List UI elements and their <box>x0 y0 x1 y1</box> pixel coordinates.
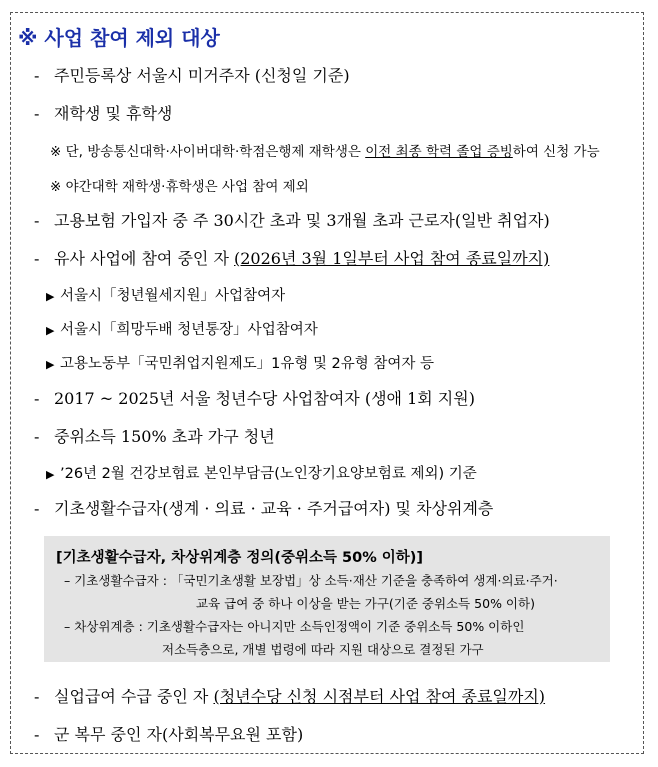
dash-marker: - <box>34 389 40 408</box>
item-text: 재학생 및 휴학생 <box>54 104 173 123</box>
item-income <box>34 424 275 447</box>
item-text: 군 복무 중인 자(사회복무요원 포함) <box>54 725 304 744</box>
subitem-text: ’26년 2월 건강보험료 본인부담금(노인장기요양보험료 제외) 기준 <box>60 466 477 482</box>
item-military <box>34 722 303 745</box>
item-prior-participant <box>34 386 475 409</box>
item-text: 유사 사업에 참여 중인 자 <box>54 249 234 268</box>
definition-line: – 기초생활수급자 : 「국민기초생활 보장법」상 소득·재산 기준을 충족하여 생계·의료·주거· <box>64 573 558 588</box>
dash-marker: - <box>34 427 40 446</box>
item-text: 기초생활수급자(생계 · 의료 · 교육 · 주거급여자) 및 차상위계층 <box>54 499 494 518</box>
note-text: ※ 단, 방송통신대학·사이버대학·학점은행제 재학생은 <box>50 144 366 160</box>
dash-marker: - <box>34 211 40 230</box>
note-underlined-text: 이전 최종 학력 졸업 증빙 <box>365 144 513 160</box>
note-night-university: ※ 야간대학 재학생·휴학생은 사업 참여 제외 <box>50 179 309 195</box>
item-resident <box>34 63 350 86</box>
definition-box-title: [기초생활수급자, 차상위계층 정의(중위소득 50% 이하)] <box>56 550 424 566</box>
item-text: 중위소득 150% 초과 가구 청년 <box>54 427 275 446</box>
definition-line: 교육 급여 중 하나 이상을 받는 가구(기준 중위소득 50% 이하) <box>196 596 535 611</box>
subitem-savings-account <box>46 318 318 339</box>
subitem-text: 서울시「청년월세지원」사업참여자 <box>60 288 286 304</box>
subitem-income-basis <box>46 462 477 483</box>
item-student <box>34 101 172 124</box>
dash-marker: - <box>34 104 40 123</box>
dash-marker: - <box>34 249 40 268</box>
dash-marker: - <box>34 687 40 706</box>
definition-line: 저소득층으로, 개별 법령에 따라 지원 대상으로 결정된 가구 <box>162 642 484 657</box>
subitem-rent-support <box>46 284 285 305</box>
section-title: ※ 사업 참여 제외 대상 <box>18 26 220 50</box>
triangle-bullet-icon: ▶ <box>46 290 55 303</box>
triangle-bullet-icon: ▶ <box>46 468 55 481</box>
item-employed <box>34 208 550 231</box>
triangle-bullet-icon: ▶ <box>46 358 55 371</box>
item-text: 주민등록상 서울시 미거주자 (신청일 기준) <box>54 66 350 85</box>
triangle-bullet-icon: ▶ <box>46 324 55 337</box>
dash-marker: - <box>34 66 40 85</box>
subitem-text: 고용노동부「국민취업지원제도」1유형 및 2유형 참여자 등 <box>60 356 435 372</box>
definition-line: – 차상위계층 : 기초생활수급자는 아니지만 소득인정액이 기준 중위소득 50% 이하인 <box>64 619 525 634</box>
item-similar-program <box>34 246 549 269</box>
item-text: 2017 ~ 2025년 서울 청년수당 사업참여자 (생애 1회 지원) <box>54 389 475 408</box>
note-cyber-university <box>50 140 600 160</box>
dash-marker: - <box>34 725 40 744</box>
item-text: 실업급여 수급 중인 자 <box>54 687 214 706</box>
item-underlined-text: (2026년 3월 1일부터 사업 참여 종료일까지) <box>234 249 550 268</box>
dash-marker: - <box>34 499 40 518</box>
note-text: 하여 신청 가능 <box>512 144 600 160</box>
subitem-employment-support <box>46 352 434 373</box>
item-underlined-text: (청년수당 신청 시점부터 사업 참여 종료일까지) <box>213 687 546 706</box>
item-text: 고용보험 가입자 중 주 30시간 초과 및 3개월 초과 근로자(일반 취업자) <box>54 211 550 230</box>
item-basic-livelihood <box>34 496 493 519</box>
subitem-text: 서울시「희망두배 청년통장」사업참여자 <box>60 322 318 338</box>
item-unemployment-benefit <box>34 684 545 707</box>
